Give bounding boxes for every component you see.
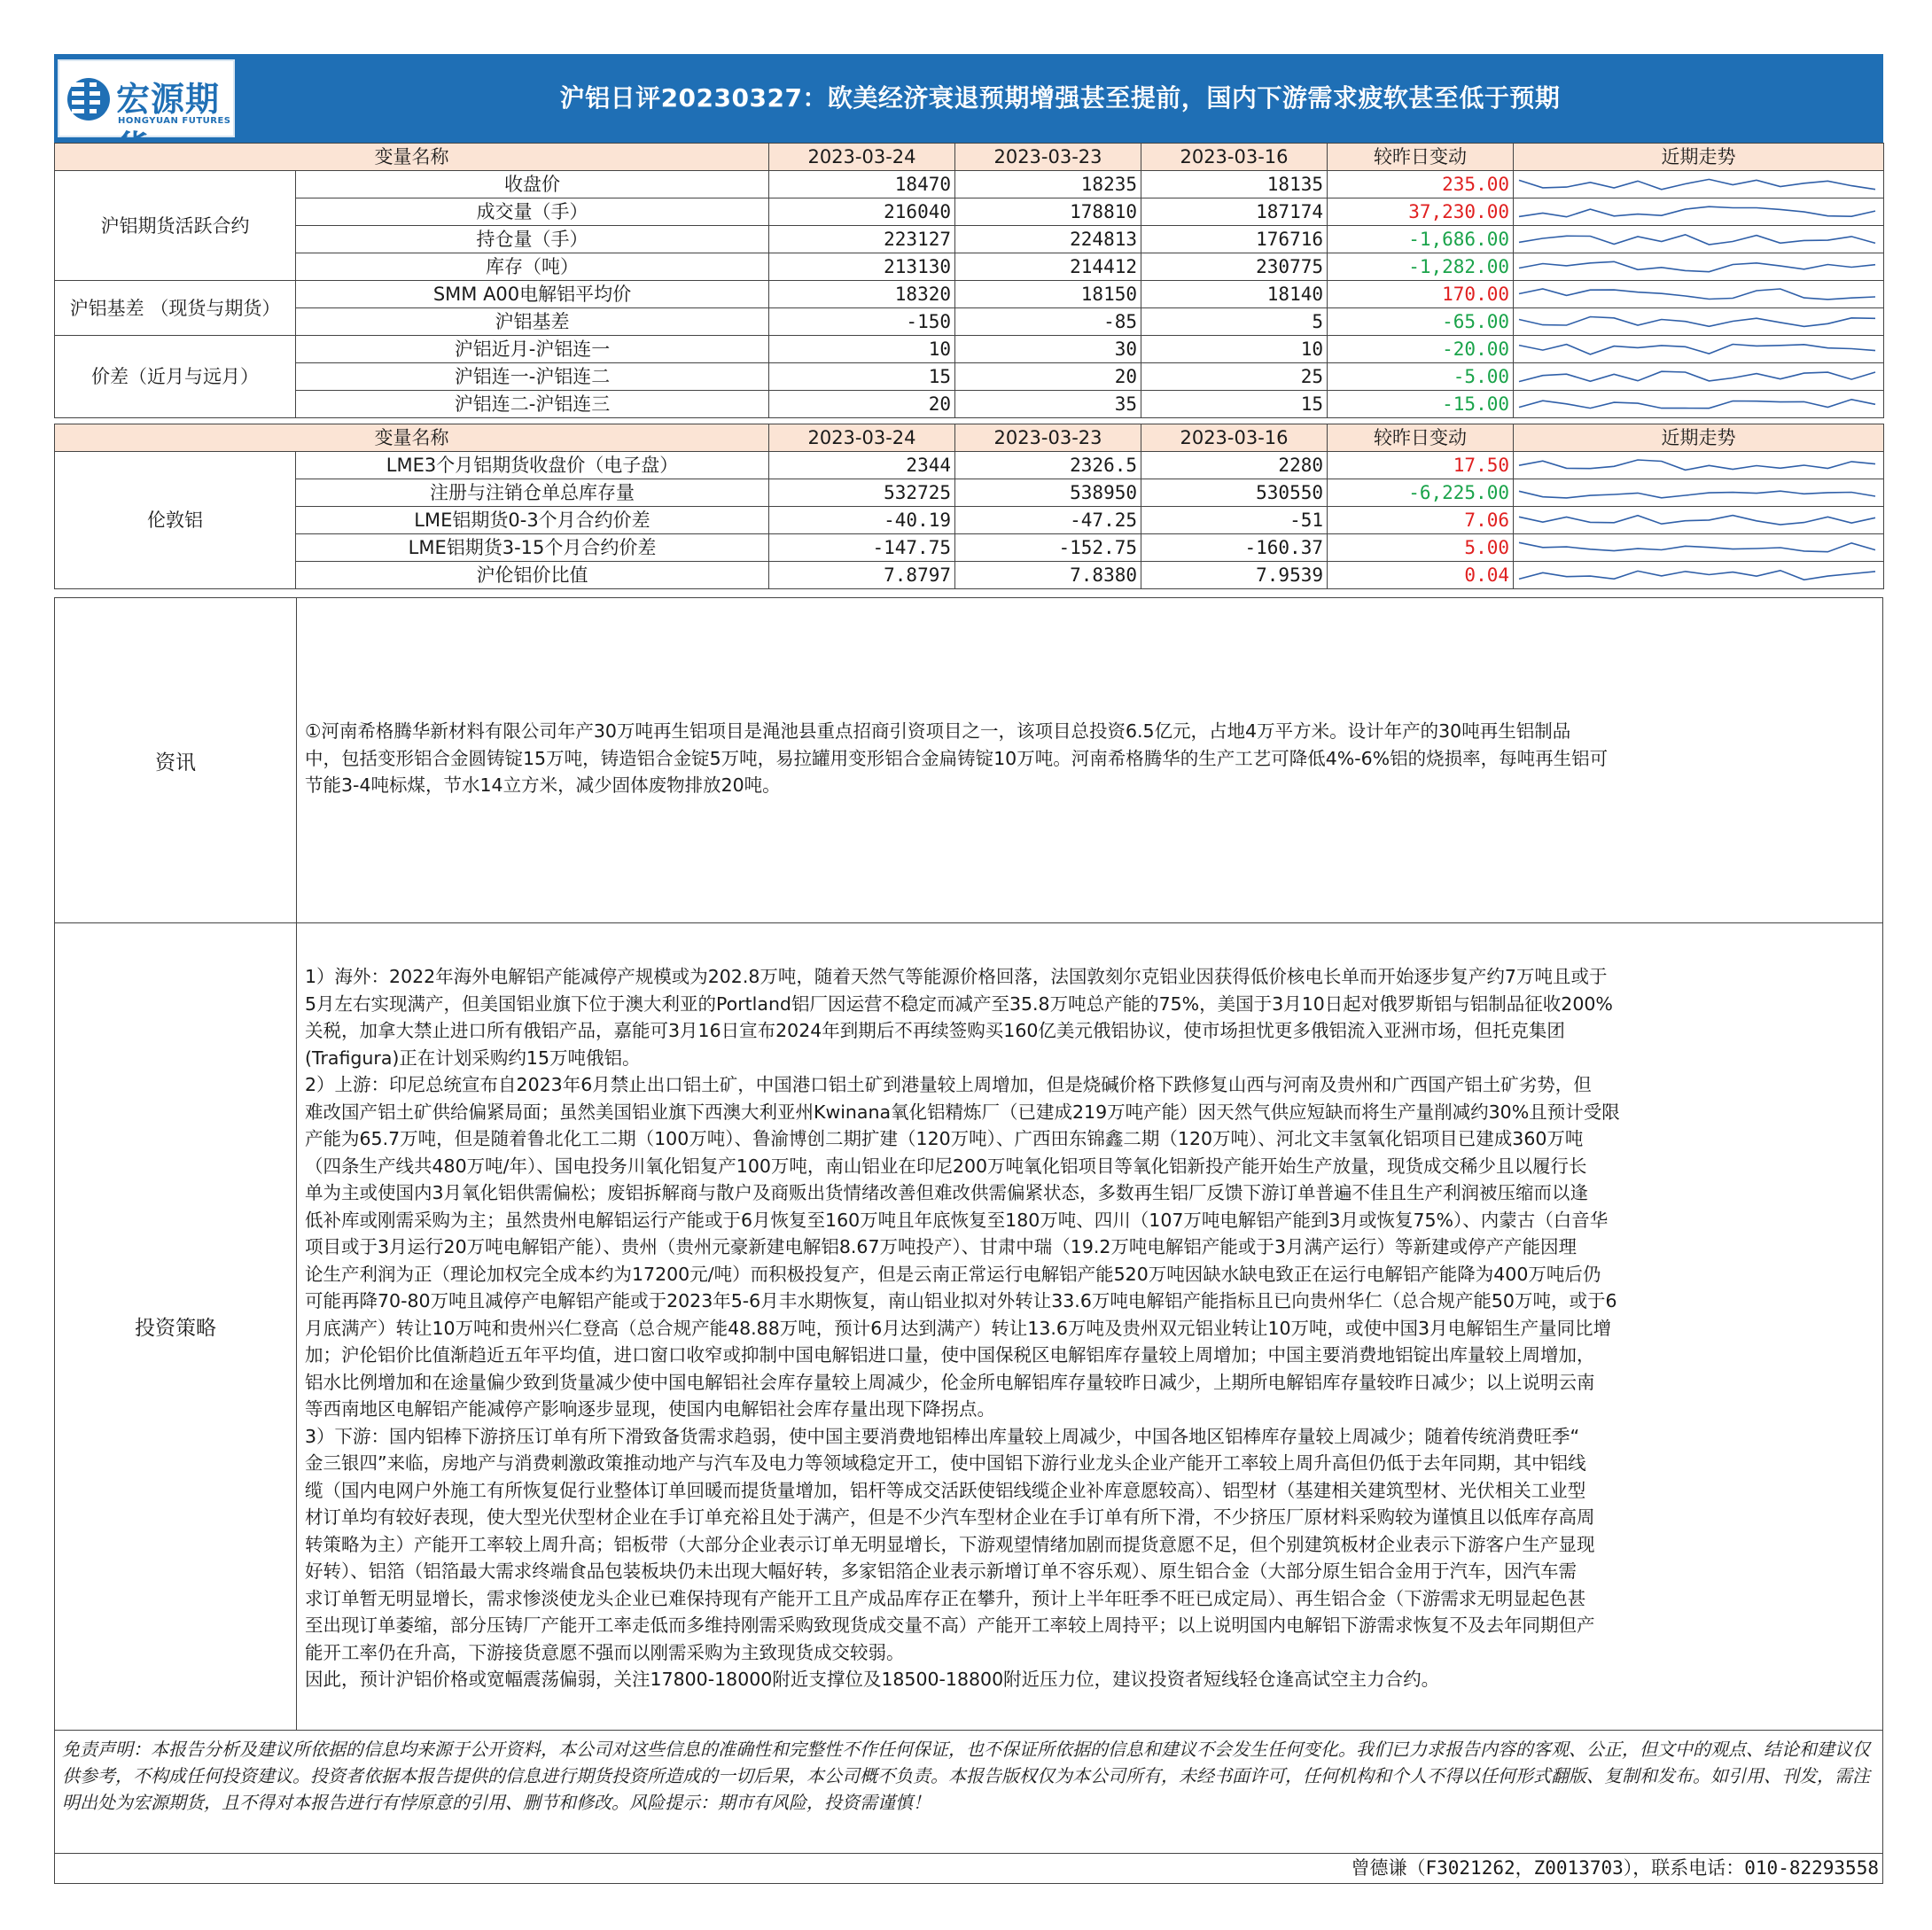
- value-2023-03-16: 7.9539: [1141, 562, 1328, 589]
- trend-sparkline: [1514, 172, 1881, 197]
- value-2023-03-24: 7.8797: [769, 562, 955, 589]
- trend-sparkline-cell: [1514, 363, 1884, 391]
- group-label: 伦敦铝: [55, 452, 296, 589]
- value-2023-03-24: 216040: [769, 198, 955, 226]
- column-header-trend: 近期走势: [1514, 144, 1884, 171]
- value-2023-03-24: 2344: [769, 452, 955, 479]
- daily-change: -20.00: [1328, 336, 1514, 363]
- column-header-d3: 2023-03-16: [1141, 424, 1328, 452]
- daily-change: -6,225.00: [1328, 479, 1514, 507]
- lme-table: [54, 424, 1884, 589]
- trend-sparkline: [1514, 337, 1881, 362]
- value-2023-03-16: 18135: [1141, 171, 1328, 198]
- value-2023-03-16: -160.37: [1141, 534, 1328, 562]
- value-2023-03-16: 10: [1141, 336, 1328, 363]
- daily-change: -1,282.00: [1328, 253, 1514, 281]
- variable-name: 持仓量（手）: [296, 226, 769, 253]
- table-row: [55, 363, 1884, 391]
- trend-sparkline-cell: [1514, 171, 1884, 198]
- value-2023-03-24: -150: [769, 308, 955, 336]
- trend-sparkline: [1514, 282, 1881, 307]
- table-row: [55, 534, 1884, 562]
- value-2023-03-23: 538950: [955, 479, 1141, 507]
- daily-change: -65.00: [1328, 308, 1514, 336]
- trend-sparkline: [1514, 364, 1881, 389]
- logo-mark-icon: [66, 70, 111, 128]
- sparkline-path: [1519, 179, 1875, 189]
- news-label: 资讯: [55, 598, 297, 922]
- value-2023-03-24: 15: [769, 363, 955, 391]
- value-2023-03-24: -147.75: [769, 534, 955, 562]
- column-header-d3: 2023-03-16: [1141, 144, 1328, 171]
- trend-sparkline-cell: [1514, 391, 1884, 418]
- value-2023-03-23: 35: [955, 391, 1141, 418]
- variable-name: LME3个月铝期货收盘价（电子盘）: [296, 452, 769, 479]
- table-header-row: [55, 424, 1884, 452]
- value-2023-03-23: 224813: [955, 226, 1141, 253]
- trend-sparkline-cell: [1514, 534, 1884, 562]
- trend-sparkline-cell: [1514, 253, 1884, 281]
- variable-name: 成交量（手）: [296, 198, 769, 226]
- sparkline-path: [1519, 317, 1875, 327]
- table-row: [55, 171, 1884, 198]
- variable-name: 沪伦铝价比值: [296, 562, 769, 589]
- value-2023-03-16: 530550: [1141, 479, 1328, 507]
- trend-sparkline: [1514, 508, 1881, 533]
- logo-name-cn: 宏源期: [116, 80, 221, 119]
- column-header-chg: 较昨日变动: [1328, 144, 1514, 171]
- sparkline-path: [1519, 371, 1875, 381]
- sparkline-path: [1519, 571, 1875, 580]
- variable-name: 沪铝连二-沪铝连三: [296, 391, 769, 418]
- table-row: [55, 253, 1884, 281]
- daily-change: 37,230.00: [1328, 198, 1514, 226]
- value-2023-03-24: 18320: [769, 281, 955, 308]
- variable-name: 注册与注销仓单总库存量: [296, 479, 769, 507]
- value-2023-03-16: 2280: [1141, 452, 1328, 479]
- group-label: 沪铝期货活跃合约: [55, 171, 296, 281]
- value-2023-03-16: -51: [1141, 507, 1328, 534]
- value-2023-03-16: 5: [1141, 308, 1328, 336]
- table-row: [55, 452, 1884, 479]
- value-2023-03-16: 15: [1141, 391, 1328, 418]
- trend-sparkline: [1514, 535, 1881, 560]
- sparkline-path: [1519, 542, 1875, 551]
- variable-name: 沪铝连一-沪铝连二: [296, 363, 769, 391]
- daily-change: 235.00: [1328, 171, 1514, 198]
- column-header-var: 变量名称: [55, 144, 769, 171]
- column-header-d2: 2023-03-23: [955, 144, 1141, 171]
- sparkline-path: [1519, 491, 1875, 498]
- trend-sparkline: [1514, 309, 1881, 334]
- value-2023-03-24: -40.19: [769, 507, 955, 534]
- value-2023-03-23: -85: [955, 308, 1141, 336]
- value-2023-03-24: 20: [769, 391, 955, 418]
- value-2023-03-24: 213130: [769, 253, 955, 281]
- table-header-row: [55, 144, 1884, 171]
- variable-name: 沪铝近月-沪铝连一: [296, 336, 769, 363]
- table-row: [55, 479, 1884, 507]
- value-2023-03-24: 18470: [769, 171, 955, 198]
- daily-change: -15.00: [1328, 391, 1514, 418]
- sparkline-path: [1519, 235, 1875, 245]
- column-header-d2: 2023-03-23: [955, 424, 1141, 452]
- group-label: 价差（近月与远月）: [55, 336, 296, 418]
- trend-sparkline: [1514, 254, 1881, 279]
- column-header-d1: 2023-03-24: [769, 144, 955, 171]
- variable-name: 收盘价: [296, 171, 769, 198]
- table-row: [55, 226, 1884, 253]
- table-row: [55, 562, 1884, 589]
- analyst-contact: 曾德谦（F3021262，Z0013703），联系电话：010-82293558: [54, 1854, 1883, 1884]
- trend-sparkline-cell: [1514, 507, 1884, 534]
- variable-name: 沪铝基差: [296, 308, 769, 336]
- sparkline-path: [1519, 206, 1875, 217]
- value-2023-03-24: 10: [769, 336, 955, 363]
- variable-name: LME铝期货3-15个月合约价差: [296, 534, 769, 562]
- daily-change: -5.00: [1328, 363, 1514, 391]
- value-2023-03-23: -47.25: [955, 507, 1141, 534]
- daily-change: -1,686.00: [1328, 226, 1514, 253]
- news-text: ①河南希格腾华新材料有限公司年产30万吨再生铝项目是渑池县重点招商引资项目之一，该项目总投资6.5亿元，占地4万平方米。设计年产的30吨再生铝制品 中，包括变形铝合金圆铸锭15万吨，铸造铝合金锭5万吨，易拉罐用变形铝合金扁铸锭10万吨。河南希格腾华的生产工艺可降低4%-6%铝的烧损率，每吨再生铝可 节能3-4吨标煤，节水14立方米，减少固体废物排放20吨。: [305, 720, 1609, 796]
- daily-change: 5.00: [1328, 534, 1514, 562]
- sparkline-path: [1519, 261, 1875, 271]
- variable-name: LME铝期货0-3个月合约价差: [296, 507, 769, 534]
- value-2023-03-23: 2326.5: [955, 452, 1141, 479]
- value-2023-03-23: 214412: [955, 253, 1141, 281]
- trend-sparkline: [1514, 392, 1881, 416]
- value-2023-03-23: 7.8380: [955, 562, 1141, 589]
- table-row: [55, 507, 1884, 534]
- value-2023-03-23: 30: [955, 336, 1141, 363]
- logo-name-en: HONGYUAN FUTURES: [118, 116, 231, 126]
- column-header-chg: 较昨日变动: [1328, 424, 1514, 452]
- group-label: 沪铝基差 （现货与期货）: [55, 281, 296, 336]
- trend-sparkline-cell: [1514, 452, 1884, 479]
- column-header-d1: 2023-03-24: [769, 424, 955, 452]
- value-2023-03-16: 230775: [1141, 253, 1328, 281]
- trend-sparkline: [1514, 480, 1881, 505]
- value-2023-03-16: 187174: [1141, 198, 1328, 226]
- disclaimer: 免责声明：本报告分析及建议所依据的信息均来源于公开资料，本公司对这些信息的准确性和完整性不作任何保证，也不保证所依据的信息和建议不会发生任何变化。我们已力求报告内容的客观、公正，但文中的观点、结论和建议仅供参考，不构成任何投资建议。投资者依据本报告提供的信息进行期货投资所造成的一切后果，本公司概不负责。本报告版权仅为本公司所有，未经书面许可，任何机构和个人不得以任何形式翻版、复制和发布。如引用、刊发，需注明出处为宏源期货，且不得对本报告进行有悖原意的引用、删节和修改。风险提示：期市有风险，投资需谨慎！: [54, 1730, 1883, 1854]
- sparkline-path: [1519, 289, 1875, 300]
- column-header-trend: 近期走势: [1514, 424, 1884, 452]
- column-header-var: 变量名称: [55, 424, 769, 452]
- table-row: [55, 198, 1884, 226]
- company-logo: [58, 59, 235, 137]
- trend-sparkline-cell: [1514, 226, 1884, 253]
- value-2023-03-24: 532725: [769, 479, 955, 507]
- table-row: [55, 281, 1884, 308]
- variable-name: 库存（吨）: [296, 253, 769, 281]
- news-section: [54, 597, 1883, 923]
- daily-change: 7.06: [1328, 507, 1514, 534]
- sparkline-path: [1519, 516, 1875, 525]
- table-row: [55, 336, 1884, 363]
- strategy-text: 1）海外：2022年海外电解铝产能减停产规模或为202.8万吨，随着天然气等能源价格回落，法国敦刻尔克铝业因获得低价核电长单而开始逐步复产约7万吨且或于 5月左右实现满产，但美国铝业旗下位于澳大利亚的Portland铝厂因运营不稳定而减产至35.8万吨总产能的75%，美国于3月10日起对俄罗斯铝与铝制品征收200% 关税，加拿大禁止进口所有俄铝产品，嘉能可3月16日宣布2024年到期后不再续签购买160亿美元俄铝协议，使市场担忧更多俄铝流入亚洲市场，但托克集团 (Trafigura)正在计划采购约15万吨俄铝。 2）上游：印尼总统宣布自2023年6月禁止出口铝土矿，中国港口铝土矿到港量较上周增加，但是烧碱价格下跌修复山西与河南及贵州和广西国产铝土矿劣势，但 难改国产铝土矿供给偏紧局面；虽然美国铝业旗下西澳大利亚州Kwinana氧化铝精炼厂（已建成219万吨产能）因天然气供应短缺而将生产量削减约30%且预计受限 产能为65.7万吨，但是随着鲁北化工二期（100万吨）、鲁渝博创二期扩建（120万吨）、广西田东锦鑫二期（120万吨）、河北文丰氢氧化铝项目已建成360万吨 （四条生产线共480万吨/年）、国电投务川氧化铝复产100万吨，南山铝业在印尼200万吨氧化铝项目等氧化铝新投产能开始生产放量，现货成交稀少且以履行长 单为主或使国内3月氧化铝供需偏松；废铝拆解商与散户及商贩出货情绪改善但难改供需偏紧状态，多数再生铝厂反馈下游订单普遍不佳且生产利润被压缩而以逢 低补库或刚需采购为主；虽然贵州电解铝运行产能或于6月恢复至160万吨且年底恢复至180万吨、四川（107万吨电解铝产能到3月或恢复75%）、内蒙古（白音华 项目或于3月运行20万吨电解铝产能）、贵州（贵州元豪新建电解铝8.67万吨投产）、甘肃中瑞（19.2万吨电解铝产能或于3月满产运行）等新建或停产产能因理 论生产利润为正（理论加权完全成本约为17200元/吨）而积极投复产，但是云南正常运行电解铝产能520万吨因缺水缺电致正在运行电解铝产能降为400万吨后仍 可能再降70-80万吨且减停产电解铝产能或于2023年5-6月丰水期恢复，南山铝业拟对外转让33.6万吨电解铝产能指标且已向贵州华仁（总合规产能50万吨，或于6 月底满产）转让10万吨和贵州兴仁登高（总合规产能48.88万吨，预计6月达到满产）转让13.6万吨及贵州双元铝业转让10万吨，或使中国3月电解铝生产量同比增 加；沪伦铝价比值渐趋近五年平均值，进口窗口收窄或抑制中国电解铝进口量，使中国保税区电解铝库存量较上周增加；中国主要消费地铝锭出库量较上周增加， 铝水比例增加和在途量偏少致到货量减少使中国电解铝社会库存量较上周减少，伦金所电解铝库存量较昨日减少，上期所电解铝库存量较昨日减少；以上说明云南 等西南地区电解铝产能减停产影响逐步显现，使国内电解铝社会库存量出现下降拐点。 3）下游：国内铝棒下游挤压订单有所下滑致备货需求趋弱，使中国主要消费地铝棒出库量较上周减少，中国各地区铝棒库存量较上周减少；随着传统消费旺季“ 金三银四”来临，房地产与消费刺激政策推动地产与汽车及电力等领域稳定开工，使中国铝下游行业龙头企业产能开工率较上周升高但仍低于去年同期，其中铝线 缆（国内电网户外施工有所恢复促行业整体订单回暖而提货量增加，铝杆等成交活跃使铝线缆企业补库意愿较高）、铝型材（基建相关建筑型材、光伏相关工业型 材订单均有较好表现，使大型光伏型材企业在手订单充裕且处于满产，但是不少汽车型材企业在手订单有所下滑，不少挤压厂原材料采购较为谨慎且以低库存高周 转策略为主）产能开工率较上周升高；铝板带（大部分企业表示订单无明显增长，下游观望情绪加剧而提货意愿不足，但个别建筑板材企业表示下游客户生产显现 好转）、铝箔（铝箔最大需求终端食品包装板块仍未出现大幅好转，多家铝箔企业表示新增订单不容乐观）、原生铝合金（大部分原生铝合金用于汽车，因汽车需 求订单暂无明显增长，需求惨淡使龙头企业已难保持现有产能开工且产成品库存正在攀升，预计上半年旺季不旺已成定局）、再生铝合金（下游需求无明显起色甚 至出现订单萎缩，部分压铸厂产能开工率走低而多维持刚需采购致现货成交量不高）产能开工率较上周持平；以上说明国内电解铝下游需求恢复不及去年同期但产 能开工率仍在升高，下游接货意愿不强而以刚需采购为主致现货成交较弱。 因此，预计沪铝价格或宽幅震荡偏弱，关注17800-18000附近支撑位及18500-18800附近压力位，建议投资者短线轻仓逢高试空主力合约。: [305, 966, 1620, 1690]
- trend-sparkline-cell: [1514, 562, 1884, 589]
- value-2023-03-24: 223127: [769, 226, 955, 253]
- trend-sparkline: [1514, 199, 1881, 224]
- value-2023-03-16: 25: [1141, 363, 1328, 391]
- trend-sparkline-cell: [1514, 198, 1884, 226]
- sparkline-path: [1519, 400, 1875, 409]
- value-2023-03-16: 18140: [1141, 281, 1328, 308]
- table-row: [55, 308, 1884, 336]
- daily-change: 170.00: [1328, 281, 1514, 308]
- value-2023-03-23: 18150: [955, 281, 1141, 308]
- trend-sparkline-cell: [1514, 281, 1884, 308]
- trend-sparkline-cell: [1514, 308, 1884, 336]
- sparkline-path: [1519, 345, 1875, 354]
- value-2023-03-23: 18235: [955, 171, 1141, 198]
- value-2023-03-23: 20: [955, 363, 1141, 391]
- report-title: 沪铝日评20230327：欧美经济衰退预期增强甚至提前，国内下游需求疲软甚至低于预期: [559, 83, 1561, 113]
- shfe-table: [54, 143, 1884, 418]
- variable-name: SMM A00电解铝平均价: [296, 281, 769, 308]
- trend-sparkline-cell: [1514, 336, 1884, 363]
- daily-change: 17.50: [1328, 452, 1514, 479]
- value-2023-03-23: 178810: [955, 198, 1141, 226]
- daily-change: 0.04: [1328, 562, 1514, 589]
- strategy-label: 投资策略: [55, 922, 297, 1730]
- strategy-section: [54, 922, 1883, 1731]
- value-2023-03-23: -152.75: [955, 534, 1141, 562]
- trend-sparkline: [1514, 227, 1881, 252]
- table-row: [55, 391, 1884, 418]
- value-2023-03-16: 176716: [1141, 226, 1328, 253]
- trend-sparkline: [1514, 453, 1881, 478]
- report-header: [54, 54, 1883, 143]
- sparkline-path: [1519, 460, 1875, 470]
- trend-sparkline-cell: [1514, 479, 1884, 507]
- trend-sparkline: [1514, 563, 1881, 588]
